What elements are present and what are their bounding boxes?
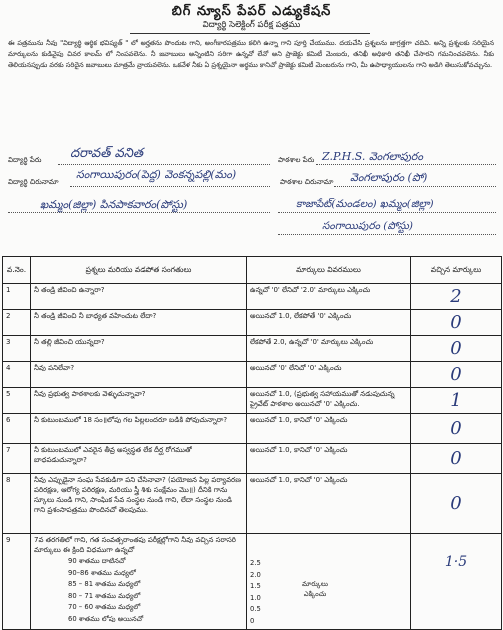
row-number: 3 bbox=[3, 336, 31, 362]
row-marks-obtained[interactable]: 1 bbox=[411, 388, 502, 414]
student-name-label: విద్యార్థి పేరు bbox=[8, 156, 42, 164]
row-number: 7 bbox=[3, 444, 31, 474]
row-marks-obtained[interactable]: 2 bbox=[411, 284, 502, 310]
student-address-label: విద్యార్థి చిరునామా bbox=[8, 178, 59, 186]
mark-value: 1.5 bbox=[250, 582, 261, 590]
row-question: నీవు ఎప్పుడైనా సంఘ సేవకుడిగా పని చేసినావా? (పయోజన పిల్ల పర్యావరణ పరిరక్షణ, ఆరోగ్య పరిరక్షణ, మరియు స్త్రీ శిశు సంక్షేమం మొ॥) దీనికి గాను స్కూలు నుండి గాని, సాంఘిక సేవ సంస్థల నుండి గాని, లేదా సంస్థల నుండి గాని ప్రశంసాపత్రము పొందినచో తెలపుము. bbox=[31, 474, 247, 534]
range-item: 90–86 శాతము మధ్యలో bbox=[68, 568, 136, 577]
table-row bbox=[3, 414, 502, 444]
address-line-4-value[interactable]: సంగాయిపురం (పోస్టు) bbox=[322, 220, 414, 232]
table-row bbox=[3, 310, 502, 336]
row-question: నీ కుటుంబములో ఎవరైన తీవ్ర అస్వస్థత లేక దీర్ఘ రోగముతో బాధపడుచున్నారా? bbox=[31, 444, 247, 474]
intro-paragraph: ఈ పత్రమును నీవు "విద్యార్థి ఆర్థిక భవిష్యత్ " లో అర్హతను పొందుట గాని, అంగీకారపత్రము కలిగి ఉన్నా గాని పూర్తి చేయుము. దయచేసి ప్రశ్నలను జాగ్రత్తగా చదివి. అన్ని ప్రశ్నలకు సరియైన మార్కులను కుడివైపు చివర కాలమ్ లో నింపవలెను. నీ జవాబులు అన్నింటిని సరిగా ఉన్నవో లేవో అని ప్రాజెక్టు కమిటీ మెంబరు, తనిఖీ అధికారి తనిఖీ చేసారని గమనించవలెను. నీకు తెలియనప్పుడు వరకు సరిదైన జవాబులు మాత్రమే వ్రాయవలెను. ఒకవేళ నీకు ఏ ప్రశ్నయైనా అర్థము కానిచో ప్రాజెక్టు కమిటీ మెంబరును గాని, మీ ఉపాధ్యాయులను గాని అడిగి తెలుసుకోవచ్చును. bbox=[8, 39, 494, 69]
row9-ranges bbox=[34, 556, 243, 625]
table-header-row bbox=[3, 257, 502, 284]
row-marks-obtained[interactable]: 1·5 bbox=[411, 534, 502, 630]
mark-value: 2.0 bbox=[250, 570, 261, 579]
address-line-3-value[interactable]: కాజాపేట్(మండలం) ఖమ్మం(జిల్లా) bbox=[296, 198, 434, 210]
row9-marks-list bbox=[250, 558, 290, 627]
table-row bbox=[3, 336, 502, 362]
row-marks-detail: అయినచో 1.0, లేకపోతే '0' ఎక్కించు bbox=[247, 310, 411, 336]
row-question: నీ కుటుంబములో 18 సం॥లోపు గల పిల్లలందరూ బడికి పోవుచున్నారా? bbox=[31, 414, 247, 444]
col-header-question: ప్రశ్నలు మరియు వడపోత సంగతులు bbox=[31, 257, 247, 284]
mark-value: 0.5 bbox=[250, 605, 261, 613]
table-row bbox=[3, 388, 502, 414]
row-question: నీ తల్లి జీవించి యున్నదా? bbox=[31, 336, 247, 362]
mark-value: 0 bbox=[250, 616, 255, 625]
questions-table bbox=[2, 256, 502, 630]
row-question: నీవు పనిలేవా? bbox=[31, 362, 247, 388]
range-item: 85 – 81 శాతము మధ్యలో bbox=[68, 580, 141, 588]
title-underline bbox=[130, 33, 370, 34]
row-marks-detail: అయినచో '0' లేనిచో '0' ఎక్కించు bbox=[247, 362, 411, 388]
form-title: బిగ్ న్యూస్ పేపర్ ఎడ్యుకేషన్ bbox=[171, 4, 332, 19]
student-address-value[interactable]: సంగాయిపురం(పెద్ద) వెంకన్నపల్లి(మం) bbox=[76, 168, 237, 181]
row-number: 8 bbox=[3, 474, 31, 534]
row-marks-detail: ఉన్నచో '0' లేనిచో '2.0' మార్కులు ఎక్కించు bbox=[247, 284, 411, 310]
address-line-2-value[interactable]: ఖమ్మం(జిల్లా) పినపాకవారం(పోస్టు) bbox=[40, 198, 188, 211]
row-marks-detail: అయినచో 1.0, కానిచో '0' ఎక్కించు bbox=[247, 444, 411, 474]
range-item: 90 శాతము దాటినచో bbox=[68, 557, 126, 565]
school-name-value[interactable]: Z.P.H.S. వెంగలాపురం bbox=[322, 150, 423, 163]
table-row bbox=[3, 284, 502, 310]
school-address-value[interactable]: వెంగలాపురం (పో) bbox=[350, 171, 428, 184]
row-number: 4 bbox=[3, 362, 31, 388]
col-header-marks-obtained: వచ్చిన మార్కులు bbox=[411, 257, 502, 284]
table-row bbox=[3, 362, 502, 388]
row-number: 6 bbox=[3, 414, 31, 444]
row9-marks-note: మార్కులు ఎక్కించు bbox=[301, 580, 328, 598]
student-name-line bbox=[58, 164, 270, 165]
school-name-label: పాఠశాల పేరు bbox=[278, 156, 315, 164]
row-number: 2 bbox=[3, 310, 31, 336]
row-question: నీ తండ్రి జీవించి ఉన్నారా? bbox=[31, 284, 247, 310]
school-address-label: పాఠశాల చిరునామా bbox=[280, 178, 334, 186]
row-marks-obtained[interactable]: 0 bbox=[411, 310, 502, 336]
table-row bbox=[3, 534, 502, 630]
row-number: 1 bbox=[3, 284, 31, 310]
row-marks-detail: అయినచో 1.0, (ప్రభుత్వ సహాయముతో నడుపుచున్న ప్రైవేట్ పాఠశాల అయినచో '0' ఎక్కించు. bbox=[247, 388, 411, 414]
range-item: 70 – 60 శాతము మధ్యలో bbox=[68, 603, 141, 611]
form-subtitle: విద్యార్థి సెలెక్టింగ్ పరీక్ష పత్రము bbox=[202, 20, 301, 30]
mark-value: 2.5 bbox=[250, 559, 261, 567]
table-row bbox=[3, 474, 502, 534]
row-question: నీ తండ్రి జీవించి నీ బాధ్యత వహించుట లేదా? bbox=[31, 310, 247, 336]
range-item: 60 శాతము లోపు అయినచో bbox=[68, 614, 144, 623]
row-question bbox=[31, 534, 247, 630]
col-header-marks-detail: మార్కులు వివరములు bbox=[247, 257, 411, 284]
row-marks-detail: లేకపోతే 2.0, ఉన్నచో '0' మార్కులు ఎక్కించు bbox=[247, 336, 411, 362]
student-name-value[interactable]: దరావత్ వనిత bbox=[70, 146, 143, 161]
row-number: 5 bbox=[3, 388, 31, 414]
row-marks-obtained[interactable]: 0 bbox=[411, 336, 502, 362]
row-number: 9 bbox=[3, 534, 31, 630]
row-marks-detail: అయినచో 1.0, కానిచో '0' ఎక్కించు bbox=[247, 474, 411, 534]
row-question: నీవు ప్రభుత్వ పాఠశాలకు వెళ్ళుచున్నావా? bbox=[31, 388, 247, 414]
table-row bbox=[3, 444, 502, 474]
row-marks-obtained[interactable]: 0 bbox=[411, 414, 502, 444]
col-header-no: వ.నెం. bbox=[3, 257, 31, 284]
row-marks-detail bbox=[247, 534, 411, 630]
row-marks-detail: అయినచో 1.0, కానిచో '0' ఎక్కించు bbox=[247, 414, 411, 444]
mark-value: 1.0 bbox=[250, 593, 261, 602]
student-address-line bbox=[70, 186, 270, 187]
row-marks-obtained[interactable]: 0 bbox=[411, 444, 502, 474]
row-marks-obtained[interactable]: 0 bbox=[411, 362, 502, 388]
row-marks-obtained[interactable]: 0 bbox=[411, 474, 502, 534]
row9-question-text: 7వ తరగతిలో గాని, గత సంవత్సరాంతపు పరీక్షల్లోగాని నీవు వచ్చిన సరాసరి మార్కులు ఈ క్రింది విధముగా ఉన్నచో bbox=[34, 536, 236, 554]
range-item: 80 – 71 శాతము మధ్యలో bbox=[68, 591, 141, 600]
